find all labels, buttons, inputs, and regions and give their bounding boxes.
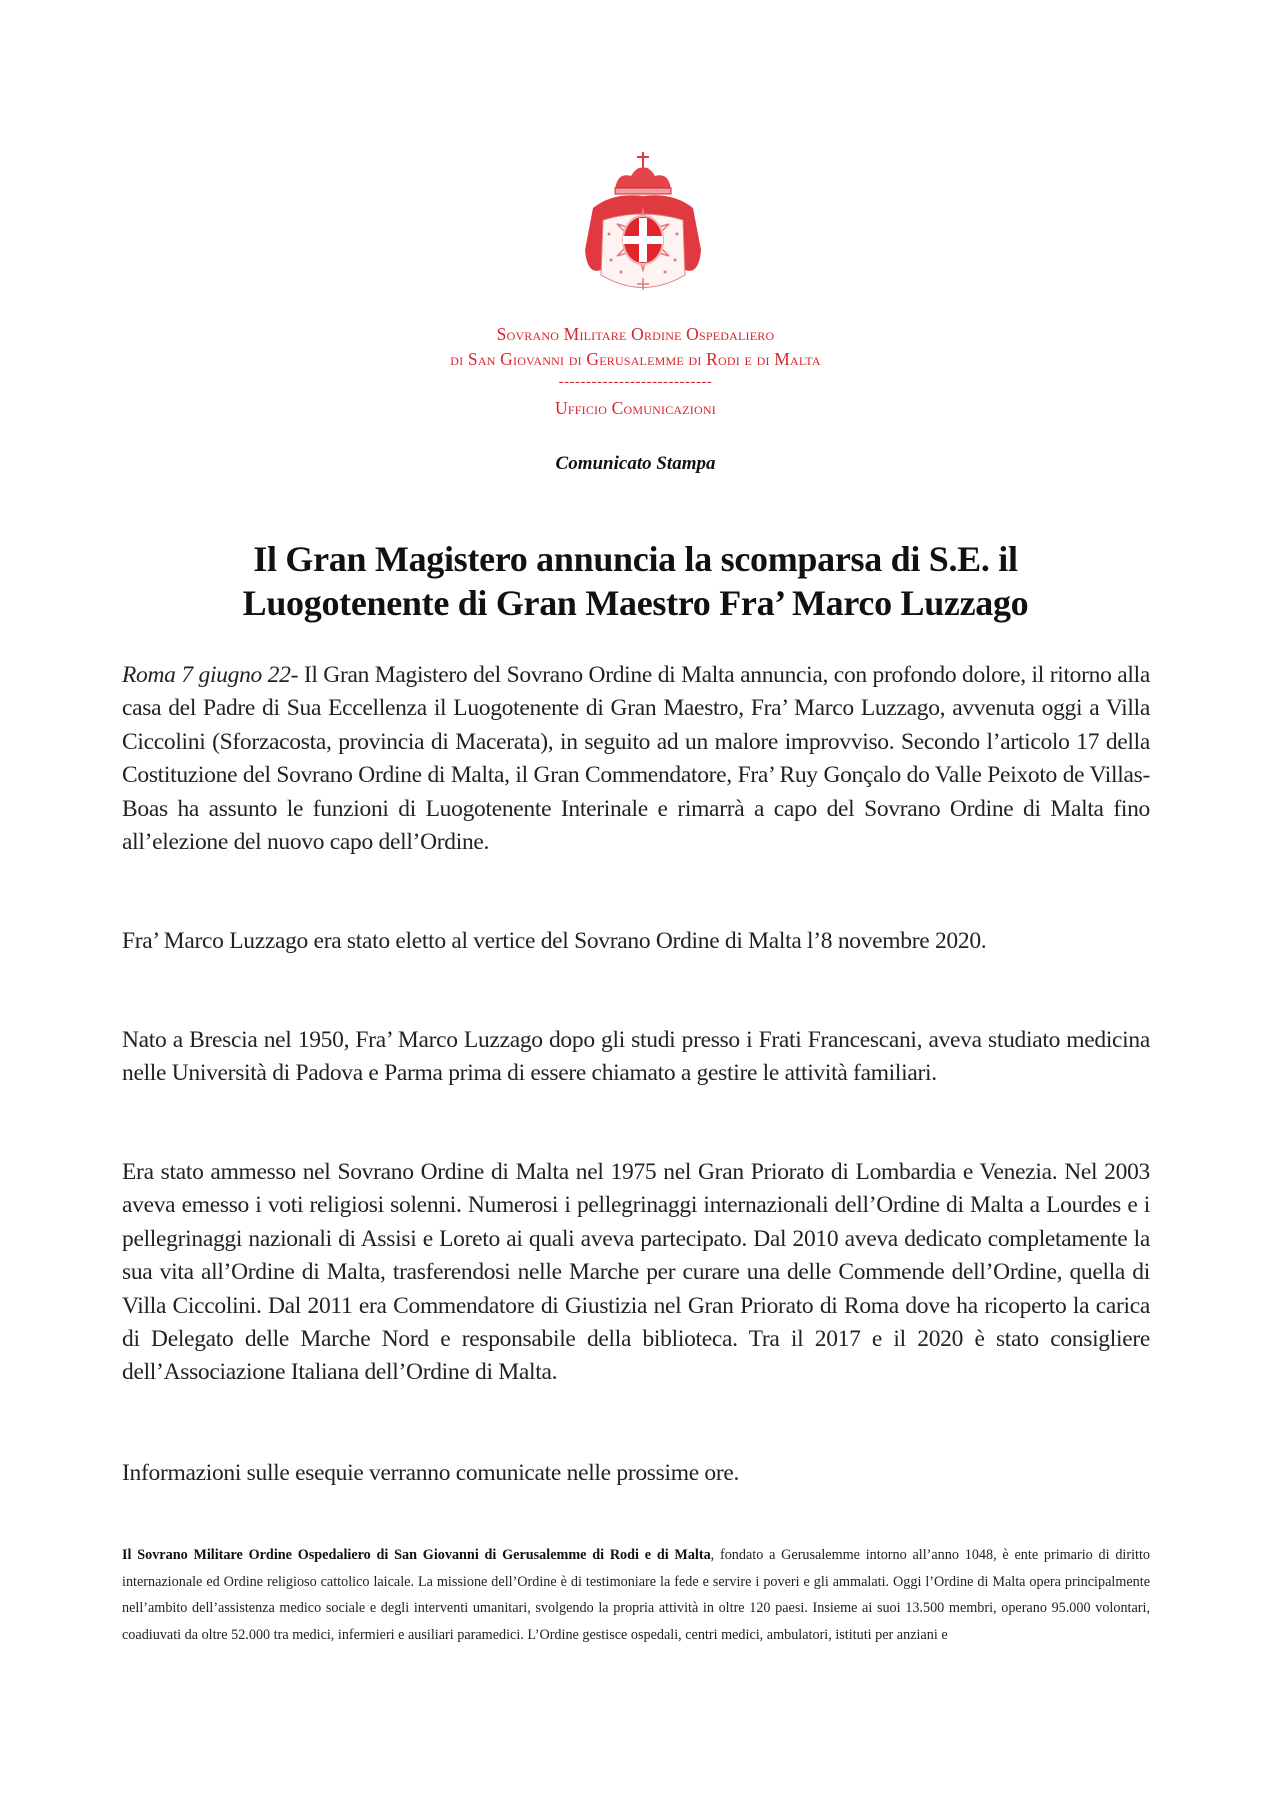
header-divider: ----------------------------	[558, 374, 713, 390]
dateline: Roma 7 giugno 22	[122, 662, 291, 688]
paragraph-3: Nato a Brescia nel 1950, Fra’ Marco Luzzago dopo gli studi presso i Frati Francescani, aveva studiato medicina nelle Università di Padova e Parma prima di essere chiamato a gestire le attività familiari.	[122, 1027, 1150, 1087]
paragraph-4: Era stato ammesso nel Sovrano Ordine di Malta nel 1975 nel Gran Priorato di Lombardia e Venezia. Nel 2003 aveva emesso i voti religiosi solenni. Numerosi i pellegrinaggi internazionali dell’Ordine di Malta a Lourdes e i pellegrinaggi nazionali di Assisi e Loreto ai quali aveva partecipato. Dal 2010 aveva dedicato completamente la sua vita all’Ordine di Malta, trasferendosi nelle Marche per curare una delle Commende dell’Ordine, quella di Villa Ciccolini. Dal 2011 era Commendatore di Giustizia nel Gran Priorato di Roma dove ha ricoperto la carica di Delegato delle Marche Nord e responsabile della biblioteca. Tra il 2017 e il 2020 è stato consigliere dell’Associazione Italiana dell’Ordine di Malta.	[122, 1159, 1150, 1386]
order-of-malta-coat-of-arms-icon	[573, 150, 713, 300]
office-name: Ufficio Comunicazioni	[555, 398, 716, 418]
paragraph-2: Fra’ Marco Luzzago era stato eletto al vertice del Sovrano Ordine di Malta l’8 novembre 2020.	[122, 928, 987, 954]
page-title	[120, 537, 1151, 625]
organization-name-line2: di San Giovanni di Gerusalemme di Rodi e di Malta	[450, 349, 821, 369]
paragraph-5: Informazioni sulle esequie verranno comunicate nelle prossime ore.	[122, 1460, 740, 1486]
footer-about	[122, 1542, 1150, 1648]
title-line1: Il Gran Magistero annuncia la scomparsa di S.E. il	[253, 539, 1018, 579]
paragraph-1-text: - Il Gran Magistero del Sovrano Ordine di Malta annuncia, con profondo dolore, il ritorno alla casa del Padre di Sua Eccellenza il Luogotenente di Gran Maestro, Fra’ Marco Luzzago, avvenuta oggi a Villa Ciccolini (Sforzacosta, provincia di Macerata), in seguito ad un malore improvviso. Secondo l’articolo 17 della Costituzione del Sovrano Ordine di Malta, il Gran Commendatore, Fra’ Ruy Gonçalo do Valle Peixoto de Villas-Boas ha assunto le funzioni di Luogotenente Interinale e rimarrà a capo del Sovrano Ordine di Malta fino all’elezione del nuovo capo dell’Ordine.	[122, 662, 1150, 856]
title-line2: Luogotenente di Gran Maestro Fra’ Marco Luzzago	[242, 583, 1029, 623]
footer-organization-name: Il Sovrano Militare Ordine Ospedaliero di San Giovanni di Gerusalemme di Rodi e di Malta	[122, 1547, 711, 1563]
document-type: Comunicato Stampa	[555, 453, 716, 474]
footer-about-text: , fondato a Gerusalemme intorno all’anno 1048, è ente primario di diritto internazionale ed Ordine religioso cattolico laicale. La missione dell’Ordine è di testimoniare la fede e servire i poveri e gli ammalati. Oggi l’Ordine di Malta opera principalmente nell’ambito dell’assistenza medico sociale e degli interventi umanitari, svolgendo la propria attività in oltre 120 paesi. Insieme ai suoi 13.500 membri, operano 95.000 volontari, coadiuvati da oltre 52.000 tra medici, infermieri e ausiliari paramedici. L’Ordine gestisce ospedali, centri medici, ambulatori, istituti per anziani e	[122, 1547, 1150, 1643]
paragraph-1	[122, 659, 1150, 859]
organization-name-line1: Sovrano Militare Ordine Ospedaliero	[496, 324, 775, 344]
